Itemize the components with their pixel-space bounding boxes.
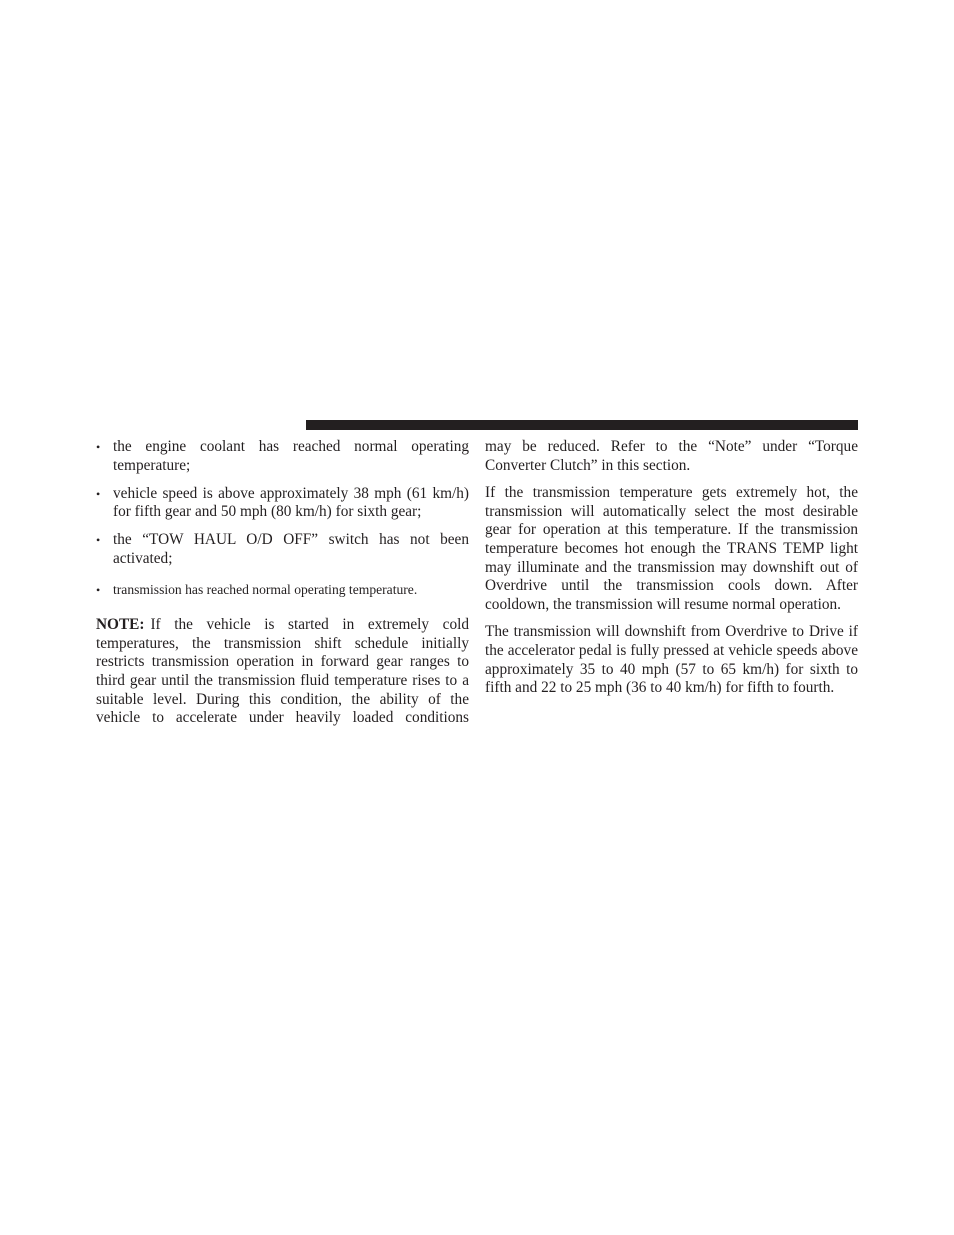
bullet-icon: • xyxy=(96,582,101,597)
bullet-icon: • xyxy=(96,440,101,454)
note-paragraph xyxy=(96,616,469,728)
bullet-icon: • xyxy=(96,486,101,501)
condition-list xyxy=(96,438,469,599)
left-column xyxy=(96,438,469,737)
bullet-icon: • xyxy=(96,533,101,548)
list-item-text: the “TOW HAUL O/D OFF” switch has not been activated; xyxy=(113,531,469,567)
list-item xyxy=(96,438,469,475)
note-text: If the vehicle is started in extremely cold temperatures, the transmission shift schedule initially restricts transmission operation in forward gear ranges to third gear until the transmission fluid temperature rises to a suitable level. During this condition, the ability of the vehicle to accelerate under heavily loaded conditions xyxy=(96,616,469,727)
overheat-paragraph: If the transmission temperature gets extremely hot, the transmission will automatically select the most desirable gear for operation at this temperature. If the transmission temperature becomes hot enough the TRANS TEMP light may illuminate and the transmission may downshift out of Overdrive until the transmission cools down. After cooldown, the transmission will resume normal operation. xyxy=(485,484,858,613)
list-item xyxy=(96,581,469,600)
list-item-text: the engine coolant has reached normal operating temperature; xyxy=(113,438,469,474)
right-column xyxy=(485,438,858,707)
list-item-text: vehicle speed is above approximately 38 mph (61 km/h) for fifth gear and 50 mph (80 km/h) for sixth gear; xyxy=(113,484,469,521)
list-item-text: transmission has reached normal operating temperature. xyxy=(113,581,418,597)
note-label: NOTE: xyxy=(96,616,145,634)
section-header-bar xyxy=(306,420,858,430)
continued-paragraph: may be reduced. Refer to the “Note” under “Torque Converter Clutch” in this section. xyxy=(485,438,858,474)
list-item xyxy=(96,531,469,568)
list-item xyxy=(96,485,469,522)
downshift-paragraph: The transmission will downshift from Overdrive to Drive if the accelerator pedal is fully pressed at vehicle speeds above approximately 35 to 40 mph (57 to 65 km/h) for sixth to fifth and 22 to 25 mph (36 to 40 km/h) for fifth to fourth. xyxy=(485,623,858,697)
